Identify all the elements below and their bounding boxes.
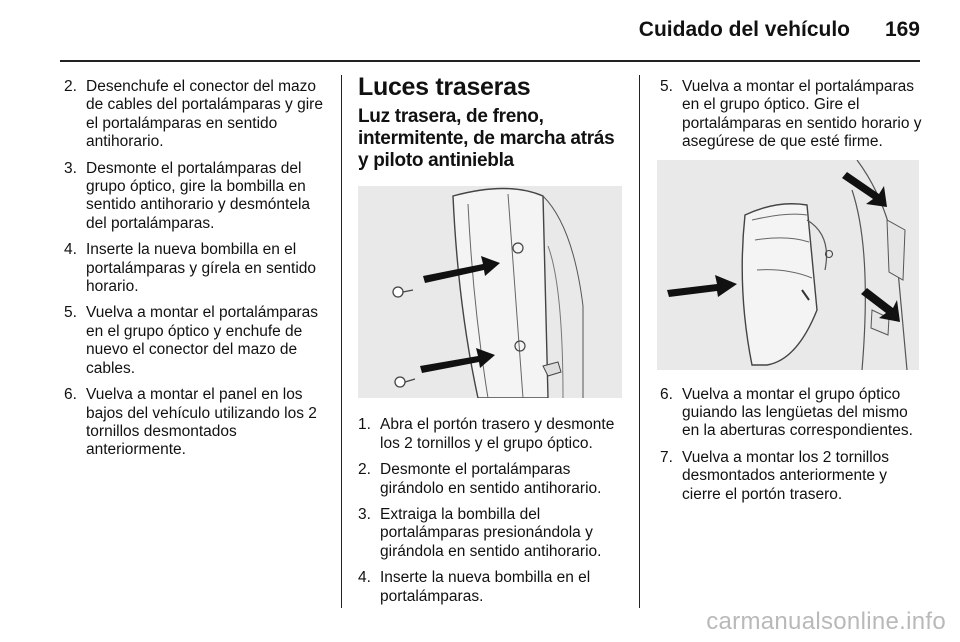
list-item — [64, 304, 332, 378]
step-text: Vuelva a montar el portalámparas en el grupo óptico y enchufe de nuevo el conector del mazo de cables. — [86, 304, 319, 377]
step-text: Vuelva a montar el panel en los bajos del vehículo utilizando los 2 tornillos desmontados anteriormente. — [86, 386, 317, 459]
step-number: 1. — [358, 416, 371, 434]
step-number: 4. — [64, 241, 77, 259]
steps-list-2 — [358, 416, 624, 606]
column-1 — [64, 78, 332, 468]
step-text: Abra el portón trasero y desmonte los 2 tornillos y el grupo óptico. — [380, 416, 615, 452]
step-text: Desmonte el portalámparas del grupo óptico, gire la bombilla en sentido antihorario y desmóntela del portalámparas. — [86, 159, 311, 232]
step-text: Desenchufe el conector del mazo de cables del portalámparas y gire el portalámparas en sentido antihorario. — [86, 78, 323, 151]
column-divider-2 — [639, 75, 640, 608]
list-item — [64, 160, 332, 234]
step-text: Inserte la nueva bombilla en el portalámparas. — [380, 569, 591, 605]
subsection-heading: Luz trasera, de freno, intermitente, de marcha atrás y piloto antiniebla — [358, 106, 615, 172]
page-header — [60, 18, 920, 48]
list-item — [358, 416, 624, 453]
page-number: 169 — [884, 18, 920, 41]
step-text: Inserte la nueva bombilla en el portalámparas y gírela en sentido horario. — [86, 241, 317, 296]
list-item — [660, 386, 922, 441]
step-number: 2. — [64, 78, 77, 95]
list-item — [358, 461, 624, 498]
step-number: 5. — [64, 304, 77, 322]
step-number: 7. — [660, 448, 673, 466]
column-2 — [358, 73, 624, 614]
steps-list-3a — [660, 78, 922, 152]
step-text: Vuelva a montar el grupo óptico guiando las lengüetas del mismo en la aberturas correspondientes. — [682, 385, 913, 440]
step-number: 4. — [358, 569, 371, 587]
list-item — [660, 449, 922, 504]
column-divider-1 — [341, 75, 342, 608]
step-number: 6. — [660, 385, 673, 403]
list-item — [64, 78, 332, 152]
section-title: Cuidado del vehículo — [638, 18, 850, 41]
section-heading: Luces traseras — [358, 73, 531, 101]
step-number: 2. — [358, 461, 371, 479]
step-text: Vuelva a montar los 2 tornillos desmontados anteriormente y cierre el portón trasero. — [682, 448, 890, 503]
step-number: 5. — [660, 78, 673, 95]
step-text: Extraiga la bombilla del portalámparas presionándola y girándola en sentido antihorario. — [380, 506, 602, 560]
list-item — [358, 506, 624, 561]
figure-taillight-install — [657, 160, 919, 370]
step-number: 6. — [64, 386, 77, 404]
steps-list-3b — [660, 386, 922, 504]
step-number: 3. — [64, 159, 77, 177]
list-item — [358, 569, 624, 606]
list-item — [660, 78, 922, 152]
watermark: carmanualsonline.info — [706, 608, 946, 635]
list-item — [64, 241, 332, 296]
header-rule — [60, 60, 920, 62]
list-item — [64, 386, 332, 460]
step-number: 3. — [358, 506, 371, 524]
figure-taillight-removal — [358, 186, 622, 398]
taillight-install-illustration — [657, 160, 919, 370]
steps-list-1 — [64, 78, 332, 460]
taillight-removal-illustration — [358, 186, 622, 398]
column-3 — [660, 78, 922, 512]
step-text: Desmonte el portalámparas girándolo en sentido antihorario. — [380, 461, 602, 497]
step-text: Vuelva a montar el portalámparas en el grupo óptico. Gire el portalámparas en sentido horario y asegúrese de que esté firme. — [682, 78, 922, 151]
